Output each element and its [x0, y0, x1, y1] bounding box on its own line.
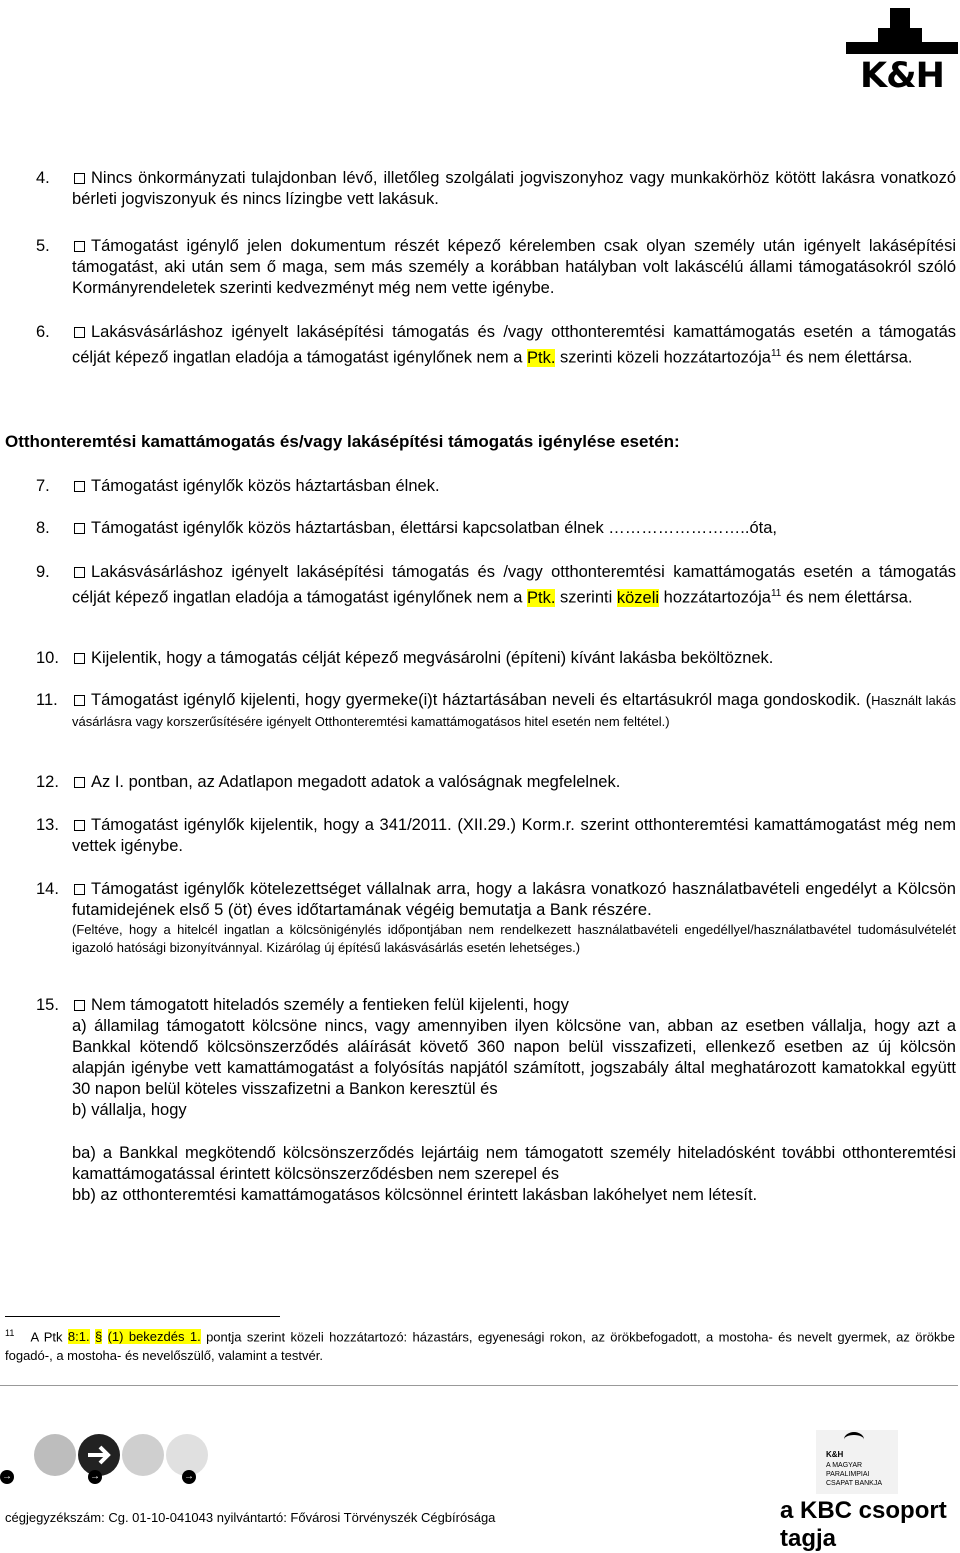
item-text-c: és nem élettársa.	[785, 348, 913, 367]
deco-circle-1	[34, 1434, 76, 1476]
item-15-ba: ba) a Bankkal megkötendő kölcsönszerződés lejártáig nem támogatott személy hiteladósként további otthonteremtési kamattámogatással érintett kölcsönszerződésben nem szerepel és	[72, 1144, 956, 1183]
footnote-prefix: A Ptk	[30, 1329, 63, 1345]
item-text: Támogatást igénylő kijelenti, hogy gyermeke(i)t háztartásában neveli és eltartásukról maga gondoskodik. (	[91, 691, 872, 709]
checkbox[interactable]	[74, 884, 85, 895]
item-text: Az I. pontban, az Adatlapon megadott adatok a valóságnak megfelelnek.	[91, 773, 621, 791]
deco-circle-3	[122, 1434, 164, 1476]
item-note: Használt lakás vásárlásra vagy korszerűsítésére igényelt Otthonteremtési kamattámogatásos hitel esetén nem feltétel.)	[72, 693, 956, 729]
footnote	[5, 1324, 955, 1365]
checkbox[interactable]	[74, 173, 85, 184]
checkbox[interactable]	[74, 327, 85, 338]
item-number: 8.	[36, 519, 50, 537]
item-15-a: a) államilag támogatott kölcsöne nincs, vagy amennyiben ilyen kölcsöne van, abban az esetben vállalja, hogy azt a Bankkal kötendő kölcsönszerződés aláírását követő 360 napon belül visszafizeti, ellenkező esetben az új kölcsön alapján igénybe vett kamattámogatást a folyósítás napjától számított, jogszabály által meghatározott kamatokkal együtt 30 napon belül köteles visszafizetni a Bankon keresztül és	[72, 1017, 956, 1098]
badge-line: K&H	[826, 1450, 844, 1459]
company-registration: cégjegyzékszám: Cg. 01-10-041043 nyilvántartó: Fővárosi Törvényszék Cégbírósága	[5, 1510, 496, 1525]
section-heading: Otthonteremtési kamattámogatás és/vagy lakásépítési támogatás igénylése esetén:	[5, 432, 680, 451]
badge-line: A MAGYAR	[826, 1462, 863, 1469]
item-number: 4.	[36, 169, 50, 187]
checkbox[interactable]	[74, 481, 85, 492]
item-15-bb: bb) az otthonteremtési kamattámogatásos kölcsönnel érintett lakásban lakóhelyet nem létesít.	[72, 1186, 758, 1204]
item-4	[36, 168, 956, 210]
item-text: Támogatást igénylők kötelezettséget vállalnak arra, hogy a lakásra vonatkozó használatbavételi engedélyt a Kölcsön futamidejének első 5 (öt) éves időtartamának végéig bemutatja a Bank részére.	[72, 880, 956, 919]
page-divider	[0, 1385, 958, 1386]
item-5	[36, 236, 956, 299]
item-text: Támogatást igénylő jelen dokumentum részét képező kérelemben csak olyan személy után igényelt lakásépítési támogatást, aki után sem ő maga, sem más személy a korábban hatályban volt lakáscélú állami támogatásokról szóló Kormányrendeletek szerinti kedvezményt még nem vette igénybe.	[72, 237, 956, 297]
footnote-ref[interactable]: 11	[770, 348, 782, 359]
item-text: Támogatást igénylők közös háztartásban, élettársi kapcsolatban élnek ……………………..óta,	[91, 519, 777, 537]
kbc-group-tagline: a KBC csoport tagja	[780, 1497, 947, 1552]
item-number: 13.	[36, 816, 59, 834]
item-15	[36, 995, 956, 1206]
footnote-section: §	[94, 1329, 103, 1345]
item-note: (Feltéve, hogy a hitelcél ingatlan a kölcsönigénylés időpontjában nem rendelkezett használatbavételi engedéllyel/használatbavétel tudomásulvételét igazoló hatósági bizonyítvánnyal. Kizárólag új építésű lakásvásárlás esetén lehetséges.)	[72, 922, 956, 955]
item-text-b: szerinti közeli hozzátartozója	[560, 348, 771, 367]
arrow-right-icon: →	[90, 1471, 100, 1482]
item-number: 15.	[36, 996, 59, 1014]
kh-logo-mark	[846, 8, 958, 60]
item-15-b: b) vállalja, hogy	[72, 1101, 187, 1119]
item-number: 11.	[36, 691, 58, 709]
item-text: Nem támogatott hiteladós személy a fentieken felül kijelenti, hogy	[91, 996, 569, 1014]
footnote-ref: 8:1.	[67, 1329, 90, 1345]
checkbox[interactable]	[74, 523, 85, 534]
checkbox[interactable]	[74, 777, 85, 788]
item-text-c: hozzátartozója	[663, 588, 771, 607]
item-number: 10.	[36, 649, 59, 667]
item-12	[36, 772, 956, 793]
item-text: Támogatást igénylők kijelentik, hogy a 341/2011. (XII.29.) Korm.r. szerint otthonteremtési kamattámogatást még nem vettek igénybe.	[72, 816, 956, 855]
footnote-text: pontja szerint közeli hozzátartozó: házastárs, egyenesági rokon, az örökbefogadott, a mostoha- és nevelt gyermek, az örökbe fogadó-, a mostoha- és nevelőszülő, valamint a testvér.	[5, 1329, 955, 1364]
footnote-number: 11	[5, 1328, 15, 1338]
footnote-para: (1) bekezdés 1.	[107, 1329, 201, 1345]
item-text: Lakásvásárláshoz igényelt lakásépítési támogatás és /vagy otthonteremtési kamattámogatás esetén a támogatás célját képező ingatlan eladója a támogatást igénylőnek nem a	[72, 323, 956, 367]
arrow-right-icon: →	[2, 1471, 12, 1482]
checkbox[interactable]	[74, 695, 85, 706]
item-number: 12.	[36, 773, 59, 791]
checkbox[interactable]	[74, 820, 85, 831]
highlight-kozeli: közeli	[616, 588, 660, 607]
item-text-b: szerinti	[560, 588, 613, 607]
badge-emblem	[844, 1432, 864, 1447]
item-7	[36, 476, 956, 497]
item-9	[36, 562, 956, 609]
item-number: 6.	[36, 323, 50, 341]
item-number: 5.	[36, 237, 50, 255]
item-number: 9.	[36, 563, 50, 581]
item-text: Támogatást igénylők közös háztartásban élnek.	[91, 477, 440, 495]
item-text: Nincs önkormányzati tulajdonban lévő, illetőleg szolgálati jogviszonyhoz vagy munkakörhöz kötött lakásra vonatkozó bérleti jogviszonyuk és nincs lízingbe vett lakásuk.	[72, 169, 956, 208]
item-number: 7.	[36, 477, 50, 495]
item-10	[36, 648, 956, 669]
highlight-ptk: Ptk.	[526, 348, 556, 367]
item-text-d: és nem élettársa.	[785, 588, 913, 607]
item-11	[36, 690, 956, 732]
highlight-ptk: Ptk.	[526, 588, 556, 607]
arrow-right-icon	[78, 1434, 120, 1476]
item-text: Kijelentik, hogy a támogatás célját képező megvásárolni (építeni) kívánt lakásba beköltöznek.	[91, 649, 774, 667]
item-6	[36, 322, 956, 369]
checkbox[interactable]	[74, 653, 85, 664]
arrow-right-icon: →	[184, 1471, 194, 1482]
item-text: Lakásvásárláshoz igényelt lakásépítési támogatás és /vagy otthonteremtési kamattámogatás esetén a támogatás célját képező ingatlan eladója a támogatást igénylőnek nem a	[72, 563, 956, 607]
checkbox[interactable]	[74, 241, 85, 252]
logo-text: K&H	[860, 56, 944, 96]
badge-line: PARALIMPIAI	[826, 1471, 870, 1478]
item-14	[36, 879, 956, 957]
item-number: 14.	[36, 880, 59, 898]
kh-logo	[846, 8, 958, 94]
deco-circle-2	[78, 1434, 120, 1476]
item-13	[36, 815, 956, 857]
footnote-ref[interactable]: 11	[770, 588, 782, 599]
item-8	[36, 518, 956, 539]
paralympic-badge	[816, 1430, 898, 1494]
footnote-rule	[5, 1316, 280, 1317]
checkbox[interactable]	[74, 567, 85, 578]
badge-line: CSAPAT BANKJA	[826, 1480, 883, 1487]
checkbox[interactable]	[74, 1000, 85, 1011]
